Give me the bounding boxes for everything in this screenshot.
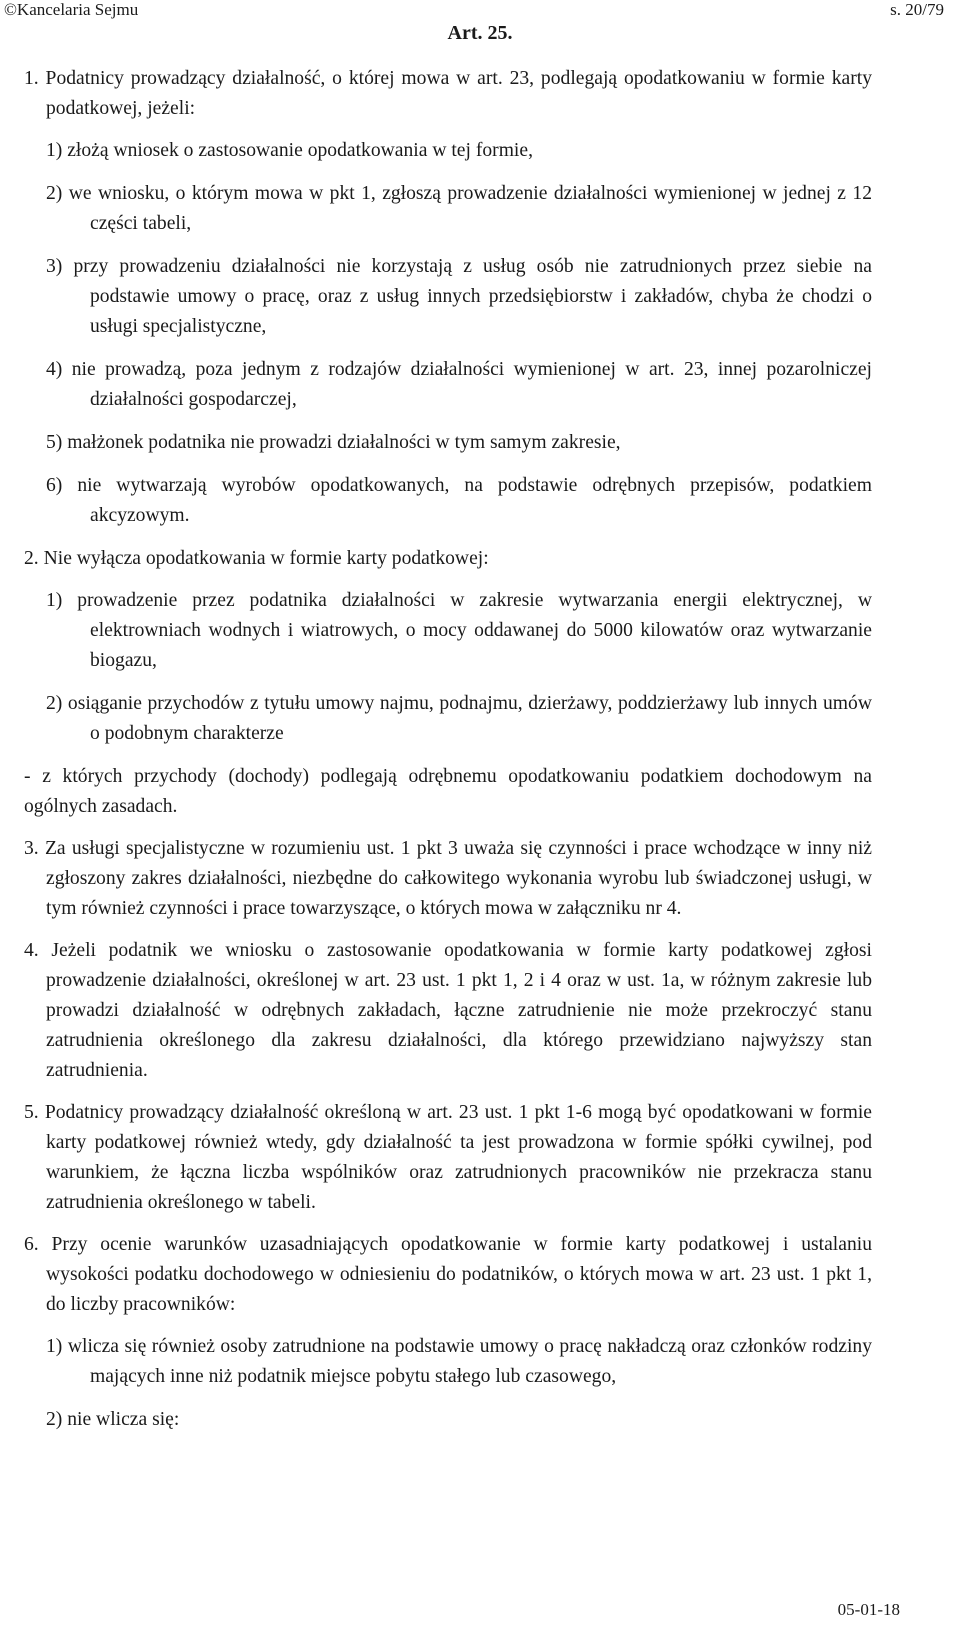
paragraph-3: 3. Za usługi specjalistyczne w rozumieniu ust. 1 pkt 3 uważa się czynności i prace wchodzące w inny niż zgłoszony zakres działalności, niezbędne do całkowitego wykonania wyrobu lub świadczonej usługi, w tym również czynności i prace towarzyszące, o których mowa w załączniku nr 4. (24, 838, 872, 919)
list-item: 1) złożą wniosek o zastosowanie opodatkowania w tej formie, (46, 140, 533, 161)
list-item: 2) nie wlicza się: (46, 1409, 180, 1430)
list-item: 2) osiąganie przychodów z tytułu umowy najmu, podnajmu, dzierżawy, poddzierżawy lub innych umów o podobnym charakterze (46, 693, 872, 744)
footer-date: 05-01-18 (837, 1600, 900, 1619)
list-item: 5) małżonek podatnika nie prowadzi działalności w tym samym zakresie, (46, 432, 621, 453)
page-number: s. 20/79 (890, 0, 944, 19)
article-body (24, 64, 872, 1448)
paragraph-4: 4. Jeżeli podatnik we wniosku o zastosowanie opodatkowania w formie karty podatkowej zgłosi prowadzenie działalności, określonej w art. 23 ust. 1 pkt 1, 2 i 4 oraz w ust. 1a, w różnym zakresie lub prowadzi działalność w odrębnych zakładach, łączne zatrudnienie nie może przekroczyć stanu zatrudnienia określonego dla zakresu działalności, dla którego przewidziano najwyższy stan zatrudnienia. (24, 940, 872, 1081)
paragraph-5: 5. Podatnicy prowadzący działalność określoną w art. 23 ust. 1 pkt 1-6 mogą być opodatkowani w formie karty podatkowej również wtedy, gdy działalność ta jest prowadzona w formie spółki cywilnej, pod warunkiem, że łączna liczba wspólników oraz zatrudnionych pracowników nie przekracza stanu zatrudnienia określonego w tabeli. (24, 1102, 872, 1213)
tiret-closing: - z których przychody (dochody) podlegają odrębnemu opodatkowaniu podatkiem dochodowym na ogólnych zasadach. (24, 766, 872, 817)
list-item: 2) we wniosku, o którym mowa w pkt 1, zgłoszą prowadzenie działalności wymienionej w jednej z 12 części tabeli, (46, 183, 872, 234)
list-item: 4) nie prowadzą, poza jednym z rodzajów działalności wymienionej w art. 23, innej pozarolniczej działalności gospodarczej, (46, 359, 872, 410)
paragraph-6: 6. Przy ocenie warunków uzasadniających opodatkowanie w formie karty podatkowej i ustalaniu wysokości podatku dochodowego w odniesieniu do podatników, o których mowa w art. 23 ust. 1 pkt 1, do liczby pracowników: (24, 1234, 872, 1315)
source-label: ©Kancelaria Sejmu (4, 0, 139, 19)
paragraph-1: 1. Podatnicy prowadzący działalność, o której mowa w art. 23, podlegają opodatkowaniu w formie karty podatkowej, jeżeli: (24, 68, 872, 119)
page-header (4, 0, 944, 24)
list-item: 1) prowadzenie przez podatnika działalności w zakresie wytwarzania energii elektrycznej, w elektrowniach wodnych i wiatrowych, o mocy oddawanej do 5000 kilowatów oraz wytwarzanie biogazu, (46, 590, 872, 671)
paragraph-2: 2. Nie wyłącza opodatkowania w formie karty podatkowej: (24, 548, 489, 569)
list-item: 1) wlicza się również osoby zatrudnione na podstawie umowy o pracę nakładczą oraz członków rodziny mających inne niż podatnik miejsce pobytu stałego lub czasowego, (46, 1336, 872, 1387)
list-item: 6) nie wytwarzają wyrobów opodatkowanych, na podstawie odrębnych przepisów, podatkiem akcyzowym. (46, 475, 872, 526)
article-title: Art. 25. (447, 22, 513, 44)
list-item: 3) przy prowadzeniu działalności nie korzystają z usług osób nie zatrudnionych przez siebie na podstawie umowy o pracę, oraz z usług innych przedsiębiorstw i zakładów, chyba że chodzi o usługi specjalistyczne, (46, 256, 872, 337)
